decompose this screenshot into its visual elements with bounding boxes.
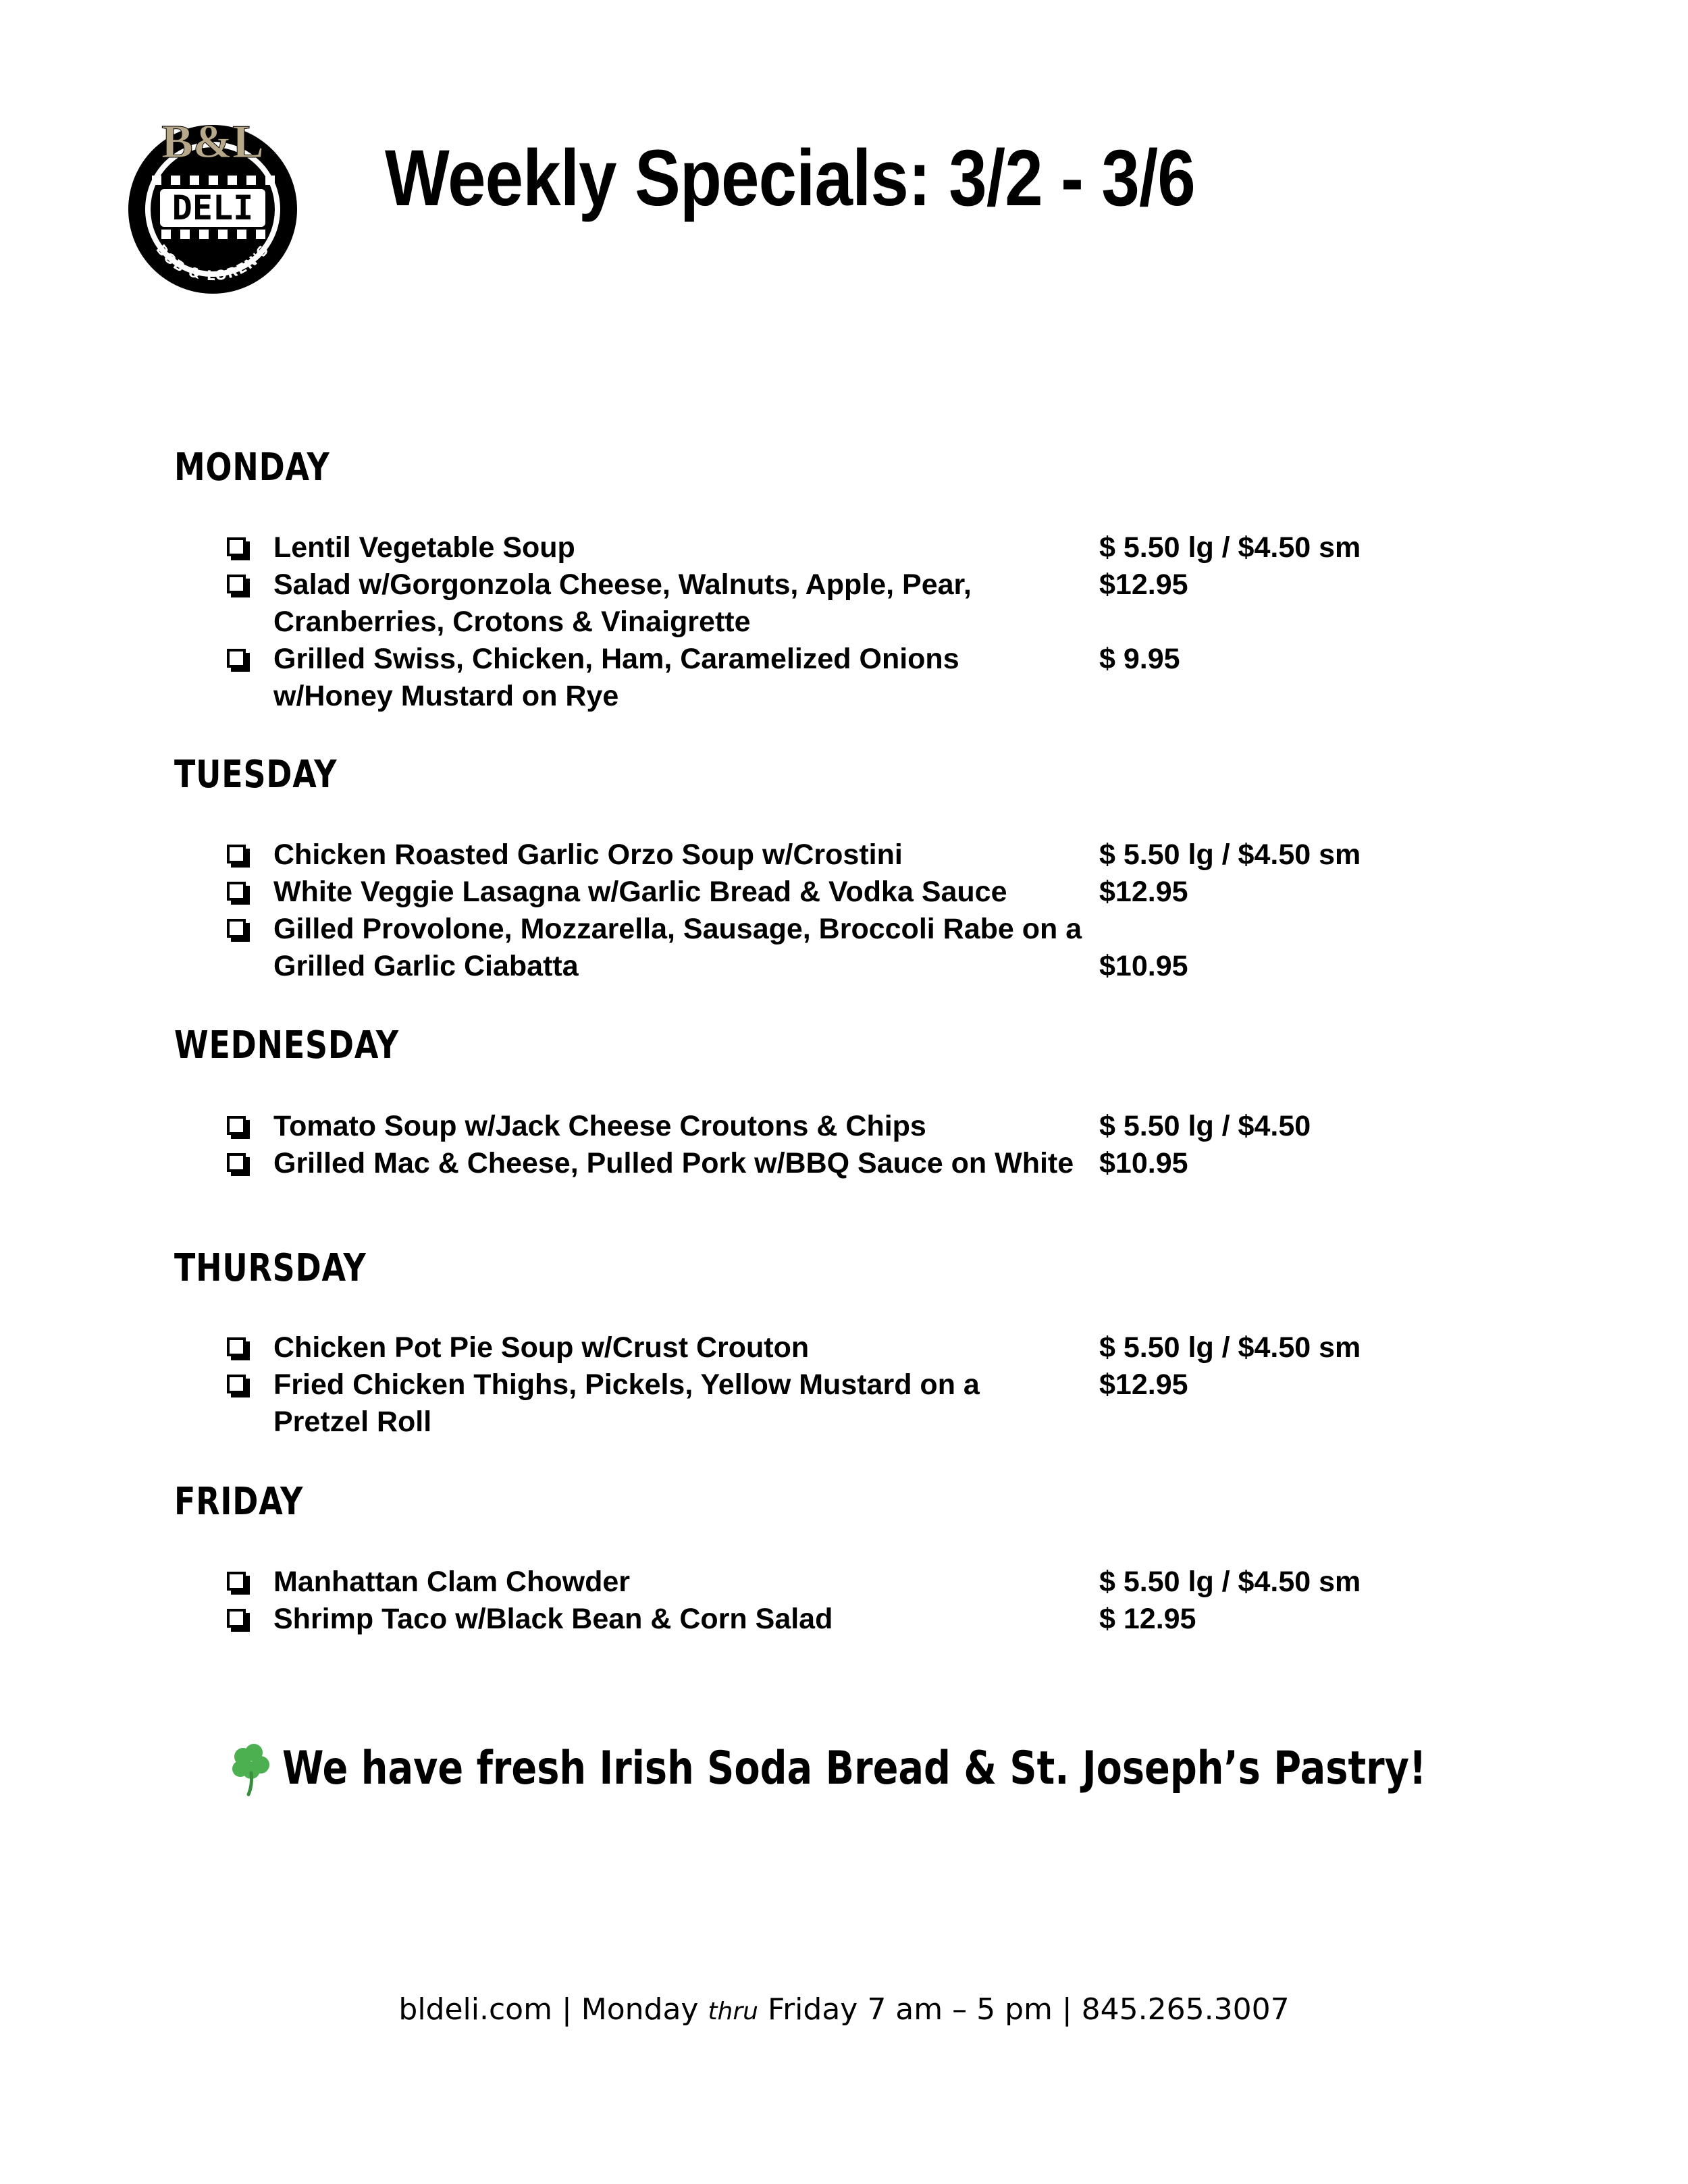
menu-item-name: Lentil Vegetable Soup	[273, 531, 575, 564]
menu-item-price: $12.95	[1099, 568, 1188, 601]
menu-item-name: Manhattan Clam Chowder	[273, 1566, 630, 1598]
checkbox-icon	[227, 1116, 246, 1135]
menu-item-price: $ 5.50 lg / $4.50 sm	[1099, 1566, 1361, 1598]
menu-item-price: $ 5.50 lg / $4.50 sm	[1099, 838, 1361, 871]
menu-item-name-continued: Pretzel Roll	[273, 1406, 432, 1438]
checkbox-icon	[227, 845, 246, 863]
menu-item-name: Fried Chicken Thighs, Pickels, Yellow Mustard on a	[273, 1368, 980, 1401]
checkbox-icon	[227, 919, 246, 938]
menu-item-name: Grilled Swiss, Chicken, Ham, Caramelized Onions	[273, 643, 959, 675]
day-heading-thursday: THURSDAY	[174, 1246, 367, 1290]
menu-item-name-continued: w/Honey Mustard on Rye	[273, 680, 619, 712]
menu-item-price: $ 5.50 lg / $4.50	[1099, 1110, 1311, 1142]
menu-item-price: $ 5.50 lg / $4.50 sm	[1099, 1331, 1361, 1364]
footer-hours-phone: Friday 7 am – 5 pm | 845.265.3007	[758, 1992, 1290, 2027]
checkbox-icon	[227, 1609, 246, 1628]
checkbox-icon	[227, 649, 246, 668]
menu-item-name: Grilled Mac & Cheese, Pulled Pork w/BBQ Sauce on White	[273, 1147, 1074, 1179]
day-heading-monday: MONDAY	[174, 446, 330, 489]
logo-top-text: B&L	[161, 116, 264, 168]
menu-item-name: White Veggie Lasagna w/Garlic Bread & Vodka Sauce	[273, 876, 1007, 908]
menu-item-name: Chicken Roasted Garlic Orzo Soup w/Crostini	[273, 838, 903, 871]
logo-bottom-text: BOB & LOREN'S	[153, 241, 273, 284]
page-title: Weekly Specials: 3/2 - 3/6	[385, 134, 1195, 223]
deli-logo	[125, 111, 300, 294]
day-heading-friday: FRIDAY	[174, 1480, 304, 1524]
menu-item-price: $ 9.95	[1099, 643, 1180, 675]
footer-website-and-days: bldeli.com | Monday	[398, 1992, 708, 2027]
menu-item-name-continued: Grilled Garlic Ciabatta	[273, 950, 579, 982]
footer-thru: thru	[708, 1998, 758, 2025]
shamrock-icon	[228, 1743, 274, 1797]
checkbox-icon	[227, 1572, 246, 1591]
checkbox-icon	[227, 1375, 246, 1393]
promo-text: We have fresh Irish Soda Bread & St. Joseph’s Pastry!	[282, 1742, 1427, 1795]
menu-item-name: Shrimp Taco w/Black Bean & Corn Salad	[273, 1603, 833, 1635]
menu-item-name: Tomato Soup w/Jack Cheese Croutons & Chips	[273, 1110, 926, 1142]
day-heading-tuesday: TUESDAY	[174, 753, 338, 797]
checkbox-icon	[227, 1153, 246, 1172]
footer	[0, 1992, 1688, 2027]
menu-item-price: $10.95	[1099, 950, 1188, 982]
menu-item-name: Salad w/Gorgonzola Cheese, Walnuts, Apple, Pear,	[273, 568, 972, 601]
checkbox-icon	[227, 1337, 246, 1356]
menu-item-price: $ 12.95	[1099, 1603, 1196, 1635]
checkbox-icon	[227, 575, 246, 593]
menu-item-price: $10.95	[1099, 1147, 1188, 1179]
logo-center-text: DELI	[172, 188, 254, 228]
menu-item-price: $12.95	[1099, 1368, 1188, 1401]
checkbox-icon	[227, 537, 246, 556]
menu-item-name: Chicken Pot Pie Soup w/Crust Crouton	[273, 1331, 810, 1364]
checkbox-icon	[227, 882, 246, 901]
day-heading-wednesday: WEDNESDAY	[174, 1023, 399, 1067]
menu-item-price: $ 5.50 lg / $4.50 sm	[1099, 531, 1361, 564]
menu-item-name: Gilled Provolone, Mozzarella, Sausage, Broccoli Rabe on a	[273, 913, 1082, 945]
menu-item-name-continued: Cranberries, Crotons & Vinaigrette	[273, 606, 751, 638]
menu-item-price: $12.95	[1099, 876, 1188, 908]
